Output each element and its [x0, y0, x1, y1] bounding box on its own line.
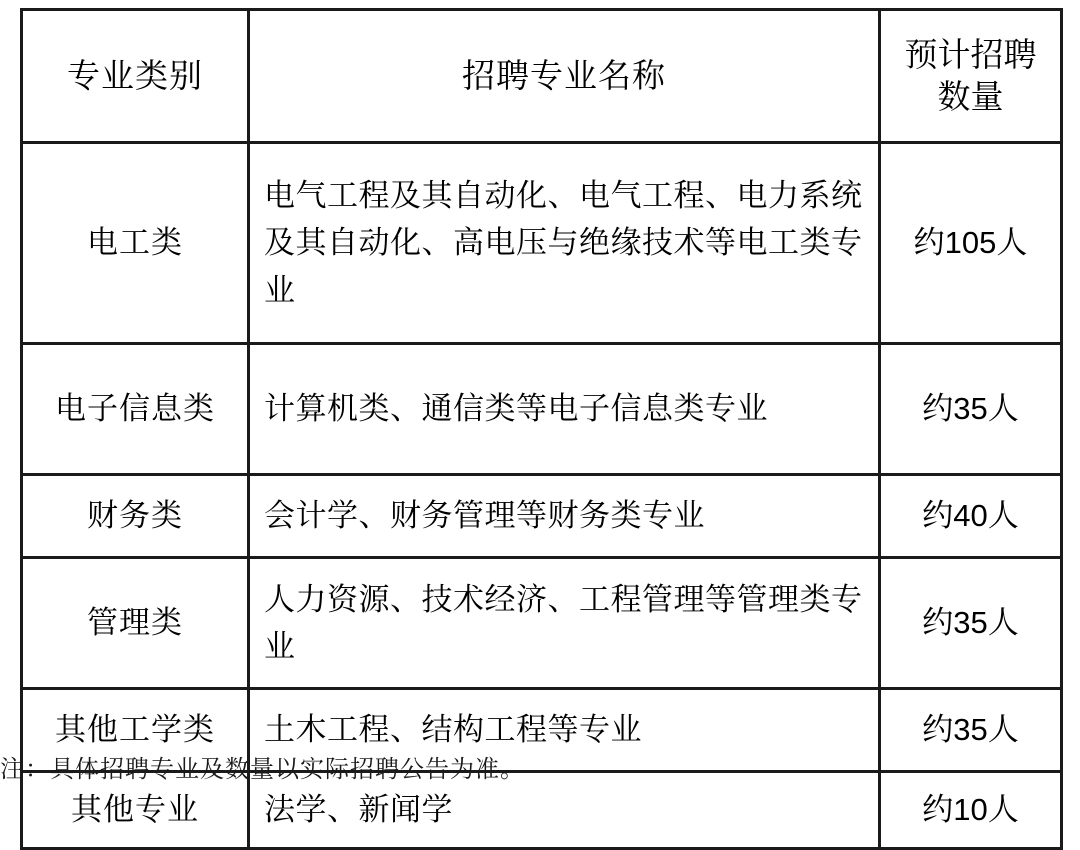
cell-majors: 土木工程、结构工程等专业 — [249, 689, 880, 772]
cell-category: 电工类 — [22, 143, 249, 344]
column-header-majors: 招聘专业名称 — [249, 10, 880, 143]
cell-majors: 会计学、财务管理等财务类专业 — [249, 475, 880, 558]
cell-category: 电子信息类 — [22, 344, 249, 475]
cell-count: 约10人 — [880, 772, 1062, 849]
cell-category: 管理类 — [22, 558, 249, 689]
table-row — [22, 558, 1062, 689]
table-header-row — [22, 10, 1062, 143]
table-row — [22, 344, 1062, 475]
column-header-count: 预计招聘数量 — [880, 10, 1062, 143]
cell-count: 约40人 — [880, 475, 1062, 558]
cell-majors: 人力资源、技术经济、工程管理等管理类专业 — [249, 558, 880, 689]
cell-majors: 法学、新闻学 — [249, 772, 880, 849]
recruitment-majors-table — [20, 8, 1063, 850]
cell-category: 其他专业 — [22, 772, 249, 849]
cell-count: 约105人 — [880, 143, 1062, 344]
table-footnote: 注：具体招聘专业及数量以实际招聘公告为准。 — [0, 756, 525, 783]
table-header — [22, 10, 1062, 143]
cell-count: 约35人 — [880, 344, 1062, 475]
cell-count: 约35人 — [880, 689, 1062, 772]
table-row — [22, 475, 1062, 558]
table-row — [22, 143, 1062, 344]
document-page — [0, 8, 1080, 828]
cell-category: 财务类 — [22, 475, 249, 558]
cell-majors: 计算机类、通信类等电子信息类专业 — [249, 344, 880, 475]
table-body — [22, 143, 1062, 849]
cell-majors: 电气工程及其自动化、电气工程、电力系统及其自动化、高电压与绝缘技术等电工类专业 — [249, 143, 880, 344]
column-header-category: 专业类别 — [22, 10, 249, 143]
cell-count: 约35人 — [880, 558, 1062, 689]
cell-category: 其他工学类 — [22, 689, 249, 772]
